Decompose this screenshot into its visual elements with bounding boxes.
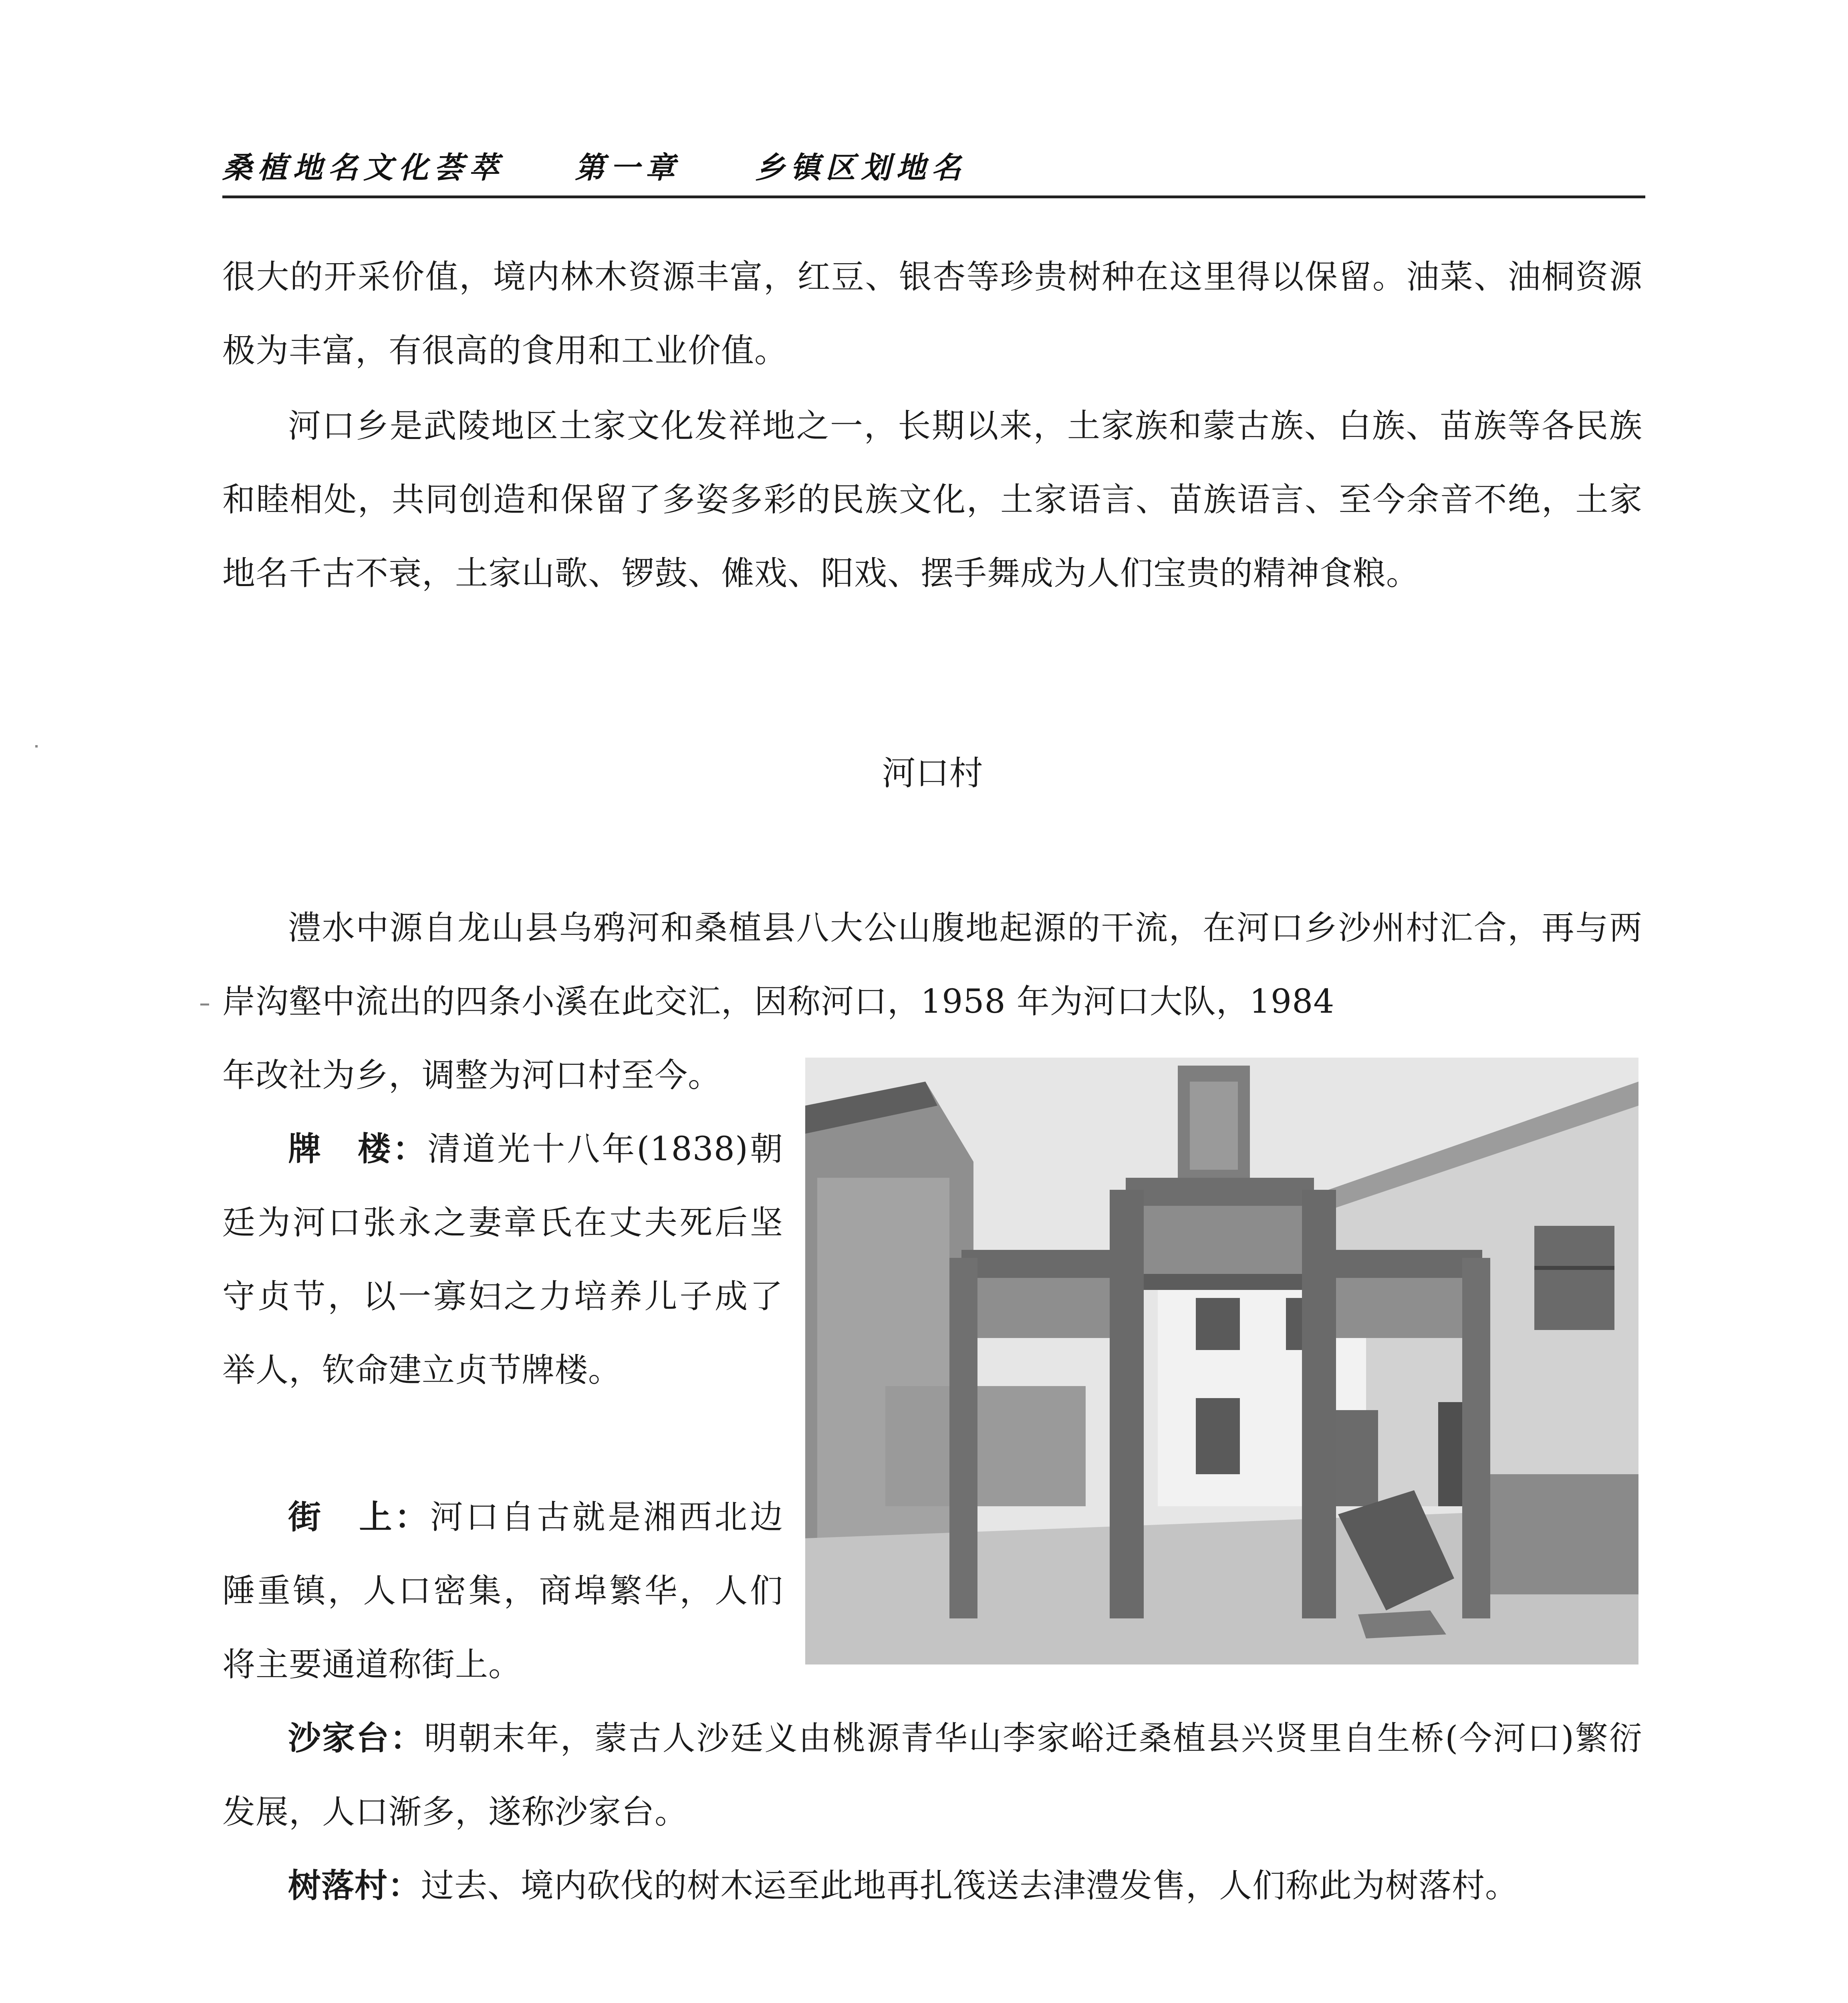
intro-paragraph-2: 河口乡是武陵地区土家文化发祥地之一，长期以来，土家族和蒙古族、白族、苗族等各民族和睦相处，共同创造和保留了多姿多彩的民族文化，土家语言、苗族语言、至今余音不绝，土家地名千古不衰，土家山歌、锣鼓、傩戏、阳戏、摆手舞成为人们宝贵的精神食粮。 <box>222 407 1642 592</box>
entry-shajiatai-text: 明朝末年，蒙古人沙廷义由桃源青华山李家峪迁桑植县兴贤里自生桥(今河口)繁衍发展，人口渐多，遂称沙家台。 <box>222 1719 1642 1831</box>
archway-photo <box>805 1058 1638 1664</box>
running-head <box>222 144 1644 196</box>
entry-pailou <box>222 1112 783 1407</box>
book-title: 桑植地名文化荟萃 <box>222 151 504 185</box>
entry-pailou-text: 清道光十八年(1838)朝廷为河口张永之妻章氏在丈夫死后坚守贞节，以一寡妇之力培养儿子成了举人，钦命建立贞节牌楼。 <box>222 1130 783 1389</box>
entry-shuluocun-term: 树落村： <box>288 1867 421 1905</box>
entry-jieshang-term: 街 上： <box>288 1498 430 1536</box>
header-rule <box>222 195 1645 198</box>
entry-jieshang-text: 河口自古就是湘西北边陲重镇，人口密集，商埠繁华，人们将主要通道称街上。 <box>222 1498 783 1684</box>
scan-speck <box>35 745 38 748</box>
entry-shuluocun <box>222 1849 1642 1923</box>
section-intro-line-2: 年改社为乡，调整为河口村至今。 <box>222 1056 721 1094</box>
entry-jieshang <box>222 1481 783 1702</box>
entry-wangjiawan <box>222 1997 1642 2003</box>
section-label: 乡镇区划地名 <box>755 151 967 185</box>
entry-pailou-term: 牌 楼： <box>288 1130 428 1168</box>
entry-shuluocun-text: 过去、境内砍伐的树木运至此地再扎筏送去津澧发售，人们称此为树落村。 <box>421 1867 1519 1905</box>
intro-paragraph-1: 很大的开采价值，境内林木资源丰富，红豆、银杏等珍贵树种在这里得以保留。油菜、油桐资源极为丰富，有很高的食用和工业价值。 <box>222 258 1642 370</box>
section-intro-line-1: 澧水中源自龙山县乌鸦河和桑植县八大公山腹地起源的干流，在河口乡沙州村汇合，再与两岸沟壑中流出的四条小溪在此交汇，因称河口，1958 年为河口大队，1984 <box>222 909 1642 1021</box>
entry-shajiatai <box>222 1702 1642 1849</box>
entry-shajiatai-term: 沙家台： <box>288 1719 424 1757</box>
chapter-label: 第一章 <box>575 151 681 185</box>
scan-speck <box>200 1004 209 1006</box>
archway-illustration <box>805 1058 1638 1664</box>
section-title: 河口村 <box>882 754 983 793</box>
